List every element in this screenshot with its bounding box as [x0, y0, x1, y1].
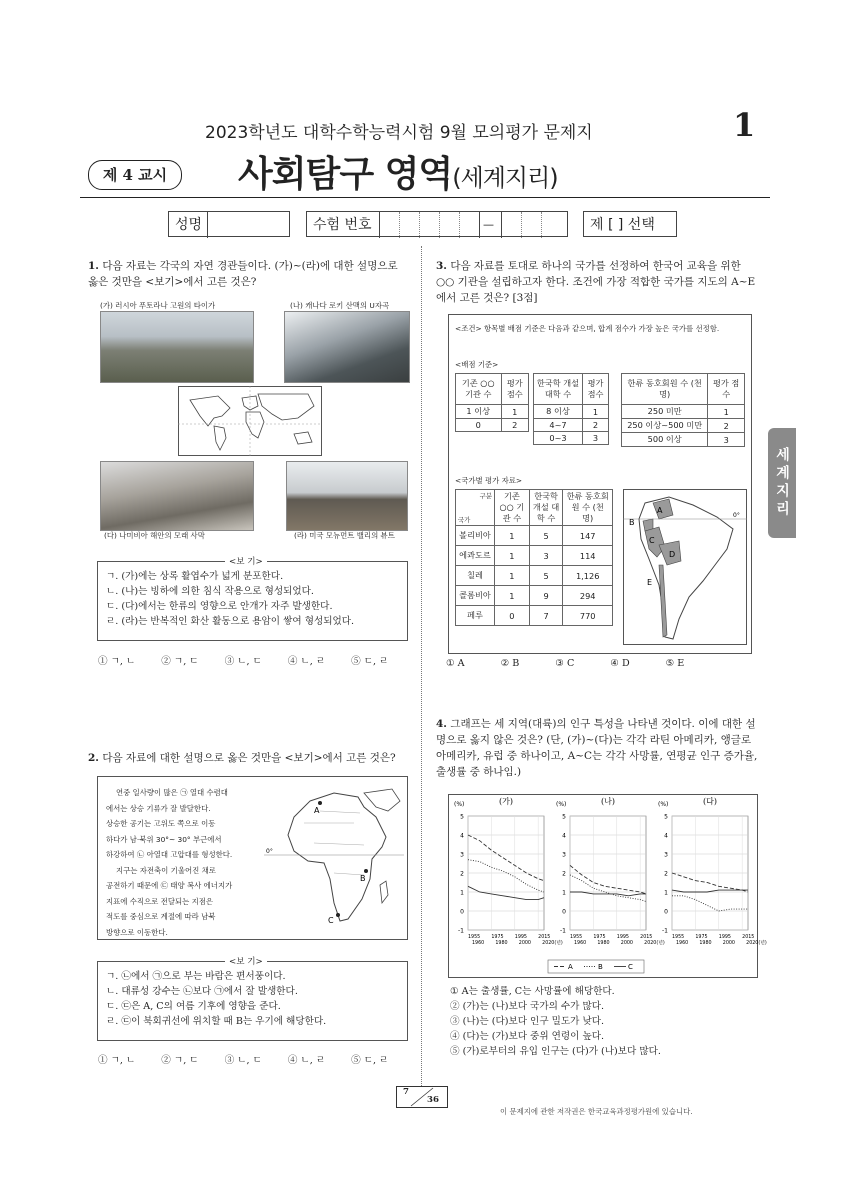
south-america-map: [623, 489, 747, 645]
x-tick-label: 1980: [597, 941, 610, 946]
choice-field: 제 [ ] 선택: [583, 211, 677, 237]
q1-choice-5[interactable]: ⑤ ㄷ, ㄹ: [351, 656, 389, 667]
q1-bogi-item: ㄱ. (가)에는 상록 활엽수가 넓게 분포한다.: [106, 571, 284, 582]
q2-passage: 연중 일사량이 많은 ㉠ 열대 수렴대 에서는 상승 기류가 잘 발달한다. 상승한 공기는 고위도 쪽으로 이동 하다가 남·북위 30°~ 30° 부근에서 하강하여 ㉡ 아열대 고압대를 형성한다. 지구는 자전축이 기울어진 채로 공전하기 때문에 ㉢ 태양 복사 에너지가 지표에 수직으로 전달되는 지점은 적도를 중심으로 계절에 따라 남북 방향으로 이동한다.: [106, 788, 233, 937]
africa-label-b: B: [360, 874, 366, 883]
panel-title: (가): [499, 797, 513, 806]
x-tick-label: 1955: [570, 935, 583, 940]
x-tick-label: 1995: [718, 935, 731, 940]
y-tick-label: 0: [562, 908, 566, 916]
y-tick-label: 1: [664, 889, 668, 897]
legend-label: A: [568, 963, 573, 971]
x-tick-label: 1955: [468, 935, 481, 940]
sa-label-c: C: [649, 536, 655, 545]
q4-choice-2[interactable]: ② (가)는 (나)보다 국가의 수가 많다.: [450, 1001, 605, 1012]
side-tab: 세계지리: [768, 428, 796, 538]
africa-label-a: A: [314, 806, 320, 815]
subject-title: [238, 146, 558, 197]
q3-choice-4[interactable]: ④ D: [610, 658, 630, 669]
q1-bogi-box: [97, 561, 408, 641]
unit-label: (%): [658, 801, 669, 808]
country-table: 구분 국가 기존 ○○ 기관 수 한국학 개설 대학 수 한류 동호회원 수 (천 명) 볼리비아 1 5 147 에콰도르 1 3 114 칠레 1 5 1,126 콜롬비아 1 9 294 페루 0 7 770: [455, 489, 613, 626]
period-badge: 제 4 교시: [88, 160, 182, 190]
unit-label: (%): [556, 801, 567, 808]
photo-ra: [286, 461, 408, 531]
x-tick-label: 2000: [722, 941, 735, 946]
photo-ga-caption: (가) 러시아 푸토라나 고원의 타이가: [100, 301, 216, 310]
q2-bogi-item: ㄷ. ㉢은 A, C의 여름 기후에 영향을 준다.: [106, 1001, 281, 1012]
q2-choice-4[interactable]: ④ ㄴ, ㄹ: [287, 1055, 326, 1066]
x-tick-label: 1995: [514, 935, 527, 940]
q3-choice-3[interactable]: ③ C: [555, 658, 575, 669]
q3-country-title: <국가별 평가 자료>: [455, 476, 523, 485]
panel-title: (나): [601, 797, 615, 806]
subject-main: 사회탐구 영역: [238, 154, 453, 195]
photo-ga: [100, 311, 254, 383]
y-tick-label: 4: [562, 832, 566, 840]
q1-choice-4[interactable]: ④ ㄴ, ㄹ: [287, 656, 326, 667]
x-tick-label: 1995: [616, 935, 629, 940]
q4-choice-5[interactable]: ⑤ (가)로부터의 유입 인구는 (다)가 (나)보다 많다.: [450, 1046, 661, 1057]
score-table-institutions: 기존 ○○ 기관 수 평가 점수 1 이상 1 0 2: [455, 373, 529, 432]
page-total: 36: [427, 1095, 439, 1105]
panel-title: (다): [703, 797, 717, 806]
q1-bogi-item: ㄴ. (나)는 빙하에 의한 침식 작용으로 형성되었다.: [106, 586, 314, 597]
y-tick-label: 3: [460, 851, 464, 859]
q2-stem: 2. 다음 자료에 대한 설명으로 옳은 것만을 <보기>에서 고른 것은?: [88, 752, 396, 764]
q4-choice-3[interactable]: ③ (나)는 (다)보다 인구 밀도가 낮다.: [450, 1016, 605, 1027]
table-row: 볼리비아 1 5 147: [456, 526, 613, 546]
x-tick-label: 2020(년): [542, 941, 563, 946]
x-tick-label: 2020(년): [644, 941, 665, 946]
q4-choice-1[interactable]: ① A는 출생률, C는 사망률에 해당한다.: [450, 986, 615, 997]
x-tick-label: 2015: [538, 935, 551, 940]
y-tick-label: 2: [664, 870, 668, 878]
q1-choice-1[interactable]: ① ㄱ, ㄴ: [98, 656, 136, 667]
q4-chart: [448, 794, 767, 978]
x-tick-label: 1975: [593, 935, 606, 940]
africa-label-c: C: [328, 916, 334, 925]
x-tick-label: 1975: [695, 935, 708, 940]
sa-label-e: E: [647, 578, 653, 587]
q1-bogi-item: ㄹ. (라)는 반복적인 화산 활동으로 용암이 쌓여 형성되었다.: [106, 616, 355, 627]
score-table-universities: 한국학 개설 대학 수 평가 점수 8 이상 1 4~7 2 0~3 3: [533, 373, 609, 445]
score-table-fanclub: 한류 동호회원 수 (천 명) 평가 점수 250 미만 1 250 이상~500 미만 2 500 이상 3: [621, 373, 745, 447]
y-tick-label: 5: [664, 813, 668, 821]
x-tick-label: 1960: [472, 941, 485, 946]
q3-score-title: <배점 기준>: [455, 360, 499, 369]
q2-bogi-item: ㄴ. 대류성 강수는 ㉡보다 ㉠에서 잘 발생한다.: [106, 986, 298, 997]
q2-choice-2[interactable]: ② ㄱ, ㄷ: [161, 1055, 199, 1066]
y-tick-label: 4: [664, 832, 668, 840]
x-tick-label: 1955: [672, 935, 685, 940]
q3-choice-2[interactable]: ② B: [500, 658, 520, 669]
x-tick-label: 2020(년): [746, 941, 767, 946]
x-tick-label: 2015: [640, 935, 653, 940]
x-tick-label: 1980: [495, 941, 508, 946]
column-divider: [421, 246, 422, 1086]
y-tick-label: -1: [560, 927, 566, 935]
sa-label-b: B: [629, 518, 635, 527]
q1-stem: 1. 다음 자료는 각국의 자연 경관들이다. (가)~(라)에 대한 설명으로 옳은 것만을 <보기>에서 고른 것은?: [88, 260, 398, 288]
q3-choice-5[interactable]: ⑤ E: [665, 658, 685, 669]
q2-bogi-title: <보 기>: [225, 955, 267, 967]
x-tick-label: 1960: [574, 941, 587, 946]
x-tick-label: 2015: [742, 935, 755, 940]
table-row: 칠레 1 5 1,126: [456, 566, 613, 586]
q3-choice-1[interactable]: ① A: [446, 658, 465, 669]
header-rule: [80, 197, 770, 198]
sa-label-d: D: [669, 550, 676, 559]
q4-choice-4[interactable]: ④ (다)는 (가)보다 중위 연령이 높다.: [450, 1031, 605, 1042]
sa-label-a: A: [657, 506, 663, 515]
sa-label-equator: 0°: [733, 512, 740, 519]
legend-label: B: [598, 963, 603, 971]
photo-da: [100, 461, 254, 531]
x-tick-label: 2000: [518, 941, 531, 946]
unit-label: (%): [454, 801, 465, 808]
y-tick-label: 1: [460, 889, 464, 897]
africa-label-equator: 0°: [266, 848, 273, 855]
y-tick-label: 3: [664, 851, 668, 859]
table-row: 콜롬비아 1 9 294: [456, 586, 613, 606]
page-current: 7: [403, 1087, 409, 1097]
y-tick-label: 3: [562, 851, 566, 859]
photo-ra-caption: (라) 미국 모뉴먼트 밸리의 뷰트: [294, 531, 395, 540]
q2-choice-5[interactable]: ⑤ ㄷ, ㄹ: [351, 1055, 389, 1066]
photo-na-caption: (나) 캐나다 로키 산맥의 U자곡: [290, 301, 390, 310]
exam-number-field: 수험 번호 —: [306, 211, 568, 237]
q3-choices: [446, 656, 710, 671]
table-row: 페루 0 7 770: [456, 606, 613, 626]
q3-stem: 3. 다음 자료를 토대로 하나의 국가를 선정하여 한국어 교육을 위한 ○○ 기관을 설립하고자 한다. 조건에 가장 적합한 국가를 지도의 A~E에서 고른 것은? [3점]: [436, 260, 756, 304]
y-tick-label: 5: [460, 813, 464, 821]
country-table-corner: 구분 국가: [456, 490, 495, 526]
legend-label: C: [628, 963, 633, 971]
page-number: 1: [733, 106, 756, 144]
y-tick-label: -1: [458, 927, 464, 935]
photo-na: [284, 311, 410, 383]
q1-choice-3[interactable]: ③ ㄴ, ㄷ: [224, 656, 262, 667]
y-tick-label: 2: [460, 870, 464, 878]
y-tick-label: 1: [562, 889, 566, 897]
y-tick-label: -1: [662, 927, 668, 935]
q2-bogi-item: ㄱ. ㉡에서 ㉠으로 부는 바람은 편서풍이다.: [106, 971, 286, 982]
page-counter: [396, 1086, 448, 1108]
x-tick-label: 1960: [676, 941, 689, 946]
name-field: 성명: [168, 211, 290, 237]
x-tick-label: 2000: [620, 941, 633, 946]
q2-choices: [98, 1053, 414, 1068]
world-map: [178, 386, 322, 456]
y-tick-label: 0: [664, 908, 668, 916]
y-tick-label: 5: [562, 813, 566, 821]
photo-da-caption: (다) 나미비아 해안의 모래 사막: [104, 531, 205, 540]
q3-data-box: [448, 314, 752, 654]
copyright: 이 문제지에 관한 저작권은 한국교육과정평가원에 있습니다.: [500, 1107, 693, 1116]
y-tick-label: 4: [460, 832, 464, 840]
table-row: 에콰도르 1 3 114: [456, 546, 613, 566]
q2-choice-3[interactable]: ③ ㄴ, ㄷ: [224, 1055, 262, 1066]
q2-passage-box: [97, 776, 408, 940]
q2-choice-1[interactable]: ① ㄱ, ㄴ: [98, 1055, 136, 1066]
q1-choice-2[interactable]: ② ㄱ, ㄷ: [161, 656, 199, 667]
x-tick-label: 1980: [699, 941, 712, 946]
q3-condition: <조건> 항목별 배점 기준은 다음과 같으며, 합계 점수가 가장 높은 국가를 선정함.: [455, 324, 720, 333]
subject-sub: (세계지리): [452, 164, 558, 192]
q1-bogi-title: <보 기>: [225, 555, 267, 567]
q1-bogi-item: ㄷ. (다)에서는 한류의 영향으로 안개가 자주 발생한다.: [106, 601, 333, 612]
y-tick-label: 2: [562, 870, 566, 878]
q2-bogi-item: ㄹ. ㉢이 북회귀선에 위치할 때 B는 우기에 해당한다.: [106, 1016, 327, 1027]
africa-map: [264, 783, 404, 935]
x-tick-label: 1975: [491, 935, 504, 940]
q1-choices: [98, 654, 414, 669]
exam-title: 2023학년도 대학수학능력시험 9월 모의평가 문제지: [205, 123, 593, 143]
q4-stem: 4. 그래프는 세 지역(대륙)의 인구 특성을 나타낸 것이다. 이에 대한 설명으로 옳지 않은 것은? (단, (가)~(다)는 각각 라틴 아메리카, 앵글로아메리카, 유럽 중 하나이고, A~C는 각각 사망률, 연평균 인구 증가율, 출생률 중 하나임.): [436, 718, 758, 778]
q2-bogi-box: [97, 961, 408, 1041]
y-tick-label: 0: [460, 908, 464, 916]
q4-choices: [450, 984, 760, 1059]
